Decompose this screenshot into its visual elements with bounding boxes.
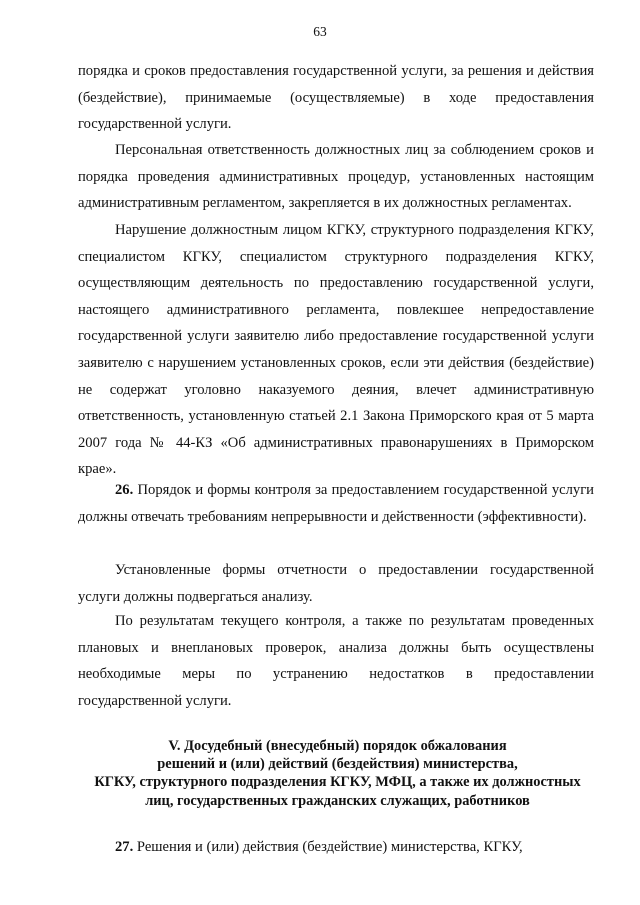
page-number: 63 [313,24,327,39]
clause-number: 27. [115,839,134,855]
paragraph-control-results: По результатам текущего контроля, а также по результатам проведенных плановых и внеплановых проверок, анализа должны быть осуществлены необходимые меры по устранению недостатков в предоставлении государственной услуги. [78,613,594,709]
heading-line: лиц, государственных гражданских служащих, работников [145,792,530,809]
clause-text: Решения и (или) действия (бездействие) министерства, КГКУ, [133,839,523,855]
paragraph-26 [78,477,594,530]
heading-line: решений и (или) действий (бездействия) министерства, [157,756,518,773]
clause-number: 26. [115,482,134,498]
paragraph-personal-responsibility: Персональная ответственность должностных лиц за соблюдением сроков и порядка проведения административных процедур, установленных настоящим административным регламентом, закрепляется в их должностных регламентах. [78,142,594,212]
paragraph-reporting-forms: Установленные формы отчетности о предоставлении государственной услуги должны подвергаться анализу. [78,562,594,605]
paragraph-27 [78,834,594,861]
section-heading [60,737,615,810]
paragraph-violation-liability: Нарушение должностным лицом КГКУ, структурного подразделения КГКУ, специалистом КГКУ, специалистом структурного подразделения КГКУ, осуществляющим деятельность по предоставлению государственной услуги, настоящего административного регламента, повлекшее непредоставление государственной услуги заявителю либо предоставление государственной услуги заявителю с нарушением установленных сроков, если эти действия (бездействие) не содержат уголовно наказуемого деяния, влечет административную ответственность, установленную статьей 2.1 Закона Приморского края от 5 марта 2007 года № 44-КЗ «Об административных правонарушениях в Приморском крае». [78,222,594,478]
heading-line: КГКУ, структурного подразделения КГКУ, МФЦ, а также их должностных [94,774,581,791]
heading-line: V. Досудебный (внесудебный) порядок обжалования [168,738,507,754]
paragraph-continuation: порядка и сроков предоставления государственной услуги, за решения и действия (бездействие), принимаемые (осуществляемые) в ходе предоставления государственной услуги. [78,63,594,133]
clause-text: Порядок и формы контроля за предоставлением государственной услуги должны отвечать требованиям непрерывности и действенности (эффективности). [78,482,594,525]
